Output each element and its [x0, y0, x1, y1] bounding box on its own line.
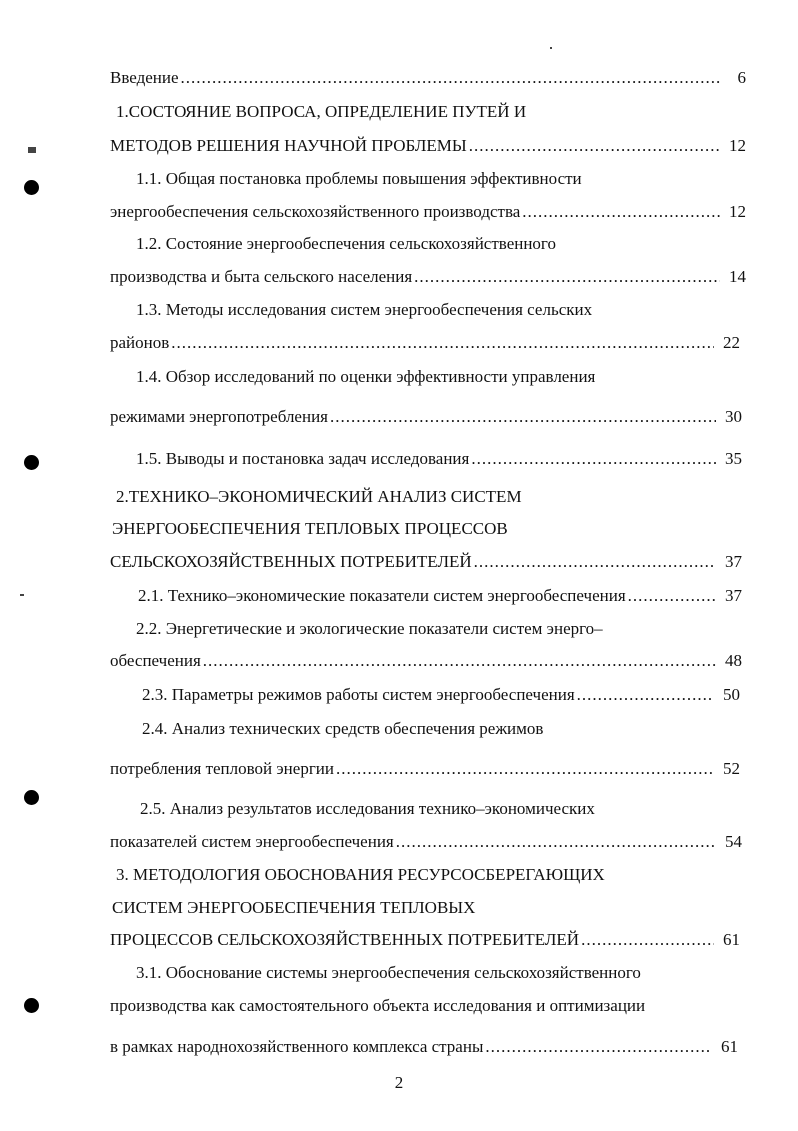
- toc-entry-label: 2.1. Технико–экономические показатели систем энергообеспечения: [138, 586, 626, 605]
- toc-entry-label: показателей систем энергообеспечения: [110, 832, 394, 851]
- toc-section-3-heading-line[interactable]: [110, 929, 740, 951]
- toc-entry-page: 54: [725, 832, 742, 851]
- toc-section-2-heading: ЭНЕРГООБЕСПЕЧЕНИЯ ТЕПЛОВЫХ ПРОЦЕССОВ: [112, 519, 508, 538]
- toc-leader-dots: [474, 551, 716, 573]
- toc-entry-page: 61: [721, 1037, 738, 1056]
- toc-leader-dots: [414, 266, 720, 288]
- toc-item-3-1: производства как самостоятельного объекта исследования и оптимизации: [110, 996, 646, 1015]
- toc-leader-dots: [181, 67, 720, 89]
- scan-speck: [28, 147, 36, 153]
- toc-section-1-heading-line[interactable]: [110, 135, 746, 157]
- toc-entry-page: 48: [725, 651, 742, 670]
- toc-entry-label: районов: [110, 333, 170, 352]
- toc-entry-page: 37: [725, 552, 742, 571]
- toc-entry-label: в рамках народнохозяйственного комплекса страны: [110, 1037, 484, 1056]
- scan-speck: [550, 47, 552, 49]
- toc-item-1-1-line[interactable]: [110, 201, 746, 223]
- toc-item-2-3-line[interactable]: [142, 684, 740, 706]
- toc-item-2-5: 2.5. Анализ результатов исследования технико–экономических: [140, 799, 595, 818]
- binder-hole-mark: [24, 998, 39, 1013]
- scan-speck: [20, 594, 24, 596]
- toc-entry-page: 12: [729, 202, 746, 221]
- toc-item-2-2-line[interactable]: [110, 650, 742, 672]
- binder-hole-mark: [24, 455, 39, 470]
- toc-item-3-1: 3.1. Обоснование системы энергообеспечения сельскохозяйственного: [136, 963, 641, 982]
- binder-hole-mark: [24, 790, 39, 805]
- toc-entry-page: 35: [725, 449, 742, 468]
- toc-section-3-heading: СИСТЕМ ЭНЕРГООБЕСПЕЧЕНИЯ ТЕПЛОВЫХ: [112, 898, 476, 917]
- toc-item-1-5-line[interactable]: [136, 448, 742, 470]
- toc-section-2-heading-line[interactable]: [110, 551, 742, 573]
- toc-entry-label: режимами энергопотребления: [110, 407, 328, 426]
- toc-item-2-4: 2.4. Анализ технических средств обеспечения режимов: [142, 719, 544, 738]
- toc-leader-dots: [396, 831, 716, 853]
- toc-item-2-4-line[interactable]: [110, 758, 740, 780]
- toc-entry-page: 22: [723, 333, 740, 352]
- toc-section-2-heading: 2.ТЕХНИКО–ЭКОНОМИЧЕСКИЙ АНАЛИЗ СИСТЕМ: [116, 487, 522, 506]
- toc-item-2-5-line[interactable]: [110, 831, 742, 853]
- toc-entry-page: 12: [729, 136, 746, 155]
- toc-leader-dots: [581, 929, 714, 951]
- toc-item-1-3-line[interactable]: [110, 332, 740, 354]
- page-number: 2: [394, 1073, 404, 1092]
- toc-entry-label: производства и быта сельского населения: [110, 267, 413, 286]
- toc-entry-page: 61: [723, 930, 740, 949]
- binder-hole-mark: [24, 180, 39, 195]
- toc-leader-dots: [203, 650, 716, 672]
- toc-entry-label: ПРОЦЕССОВ СЕЛЬСКОХОЗЯЙСТВЕННЫХ ПОТРЕБИТЕЛЕЙ: [110, 930, 580, 949]
- toc-item-1-4-line[interactable]: [110, 406, 742, 428]
- toc-leader-dots: [628, 585, 716, 607]
- toc-entry-label: 1.5. Выводы и постановка задач исследования: [136, 449, 470, 468]
- toc-leader-dots: [330, 406, 716, 428]
- toc-section-3-heading: 3. МЕТОДОЛОГИЯ ОБОСНОВАНИЯ РЕСУРСОСБЕРЕГАЮЩИХ: [116, 865, 605, 884]
- toc-entry-page: 30: [725, 407, 742, 426]
- toc-entry-page: 37: [725, 586, 742, 605]
- toc-leader-dots: [171, 332, 714, 354]
- toc-entry-label: СЕЛЬСКОХОЗЯЙСТВЕННЫХ ПОТРЕБИТЕЛЕЙ: [110, 552, 472, 571]
- toc-leader-dots: [336, 758, 714, 780]
- toc-leader-dots: [485, 1036, 712, 1058]
- toc-item-2-2: 2.2. Энергетические и экологические показатели систем энерго–: [136, 619, 603, 638]
- toc-entry-label: обеспечения: [110, 651, 201, 670]
- toc-entry-page: 6: [737, 68, 746, 87]
- toc-entry-intro[interactable]: [110, 67, 746, 89]
- toc-leader-dots: [469, 135, 720, 157]
- toc-item-2-1-line[interactable]: [138, 585, 742, 607]
- toc-entry-label: МЕТОДОВ РЕШЕНИЯ НАУЧНОЙ ПРОБЛЕМЫ: [110, 136, 467, 155]
- toc-entry-page: 50: [723, 685, 740, 704]
- toc-leader-dots: [522, 201, 720, 223]
- toc-leader-dots: [471, 448, 716, 470]
- toc-leader-dots: [577, 684, 714, 706]
- toc-item-1-1: 1.1. Общая постановка проблемы повышения эффективности: [136, 169, 582, 188]
- toc-section-1-heading: 1.СОСТОЯНИЕ ВОПРОСА, ОПРЕДЕЛЕНИЕ ПУТЕЙ И: [116, 102, 527, 121]
- toc-entry-page: 52: [723, 759, 740, 778]
- toc-entry-label: энергообеспечения сельскохозяйственного производства: [110, 202, 521, 221]
- toc-entry-label: потребления тепловой энергии: [110, 759, 334, 778]
- toc-entry-label: Введение: [110, 68, 179, 87]
- toc-item-1-4: 1.4. Обзор исследований по оценки эффективности управления: [136, 367, 596, 386]
- toc-item-1-3: 1.3. Методы исследования систем энергообеспечения сельских: [136, 300, 593, 319]
- toc-item-3-1-line[interactable]: [110, 1036, 738, 1058]
- toc-item-1-2: 1.2. Состояние энергообеспечения сельскохозяйственного: [136, 234, 556, 253]
- toc-item-1-2-line[interactable]: [110, 266, 746, 288]
- toc-entry-page: 14: [729, 267, 746, 286]
- toc-entry-label: 2.3. Параметры режимов работы систем энергообеспечения: [142, 685, 575, 704]
